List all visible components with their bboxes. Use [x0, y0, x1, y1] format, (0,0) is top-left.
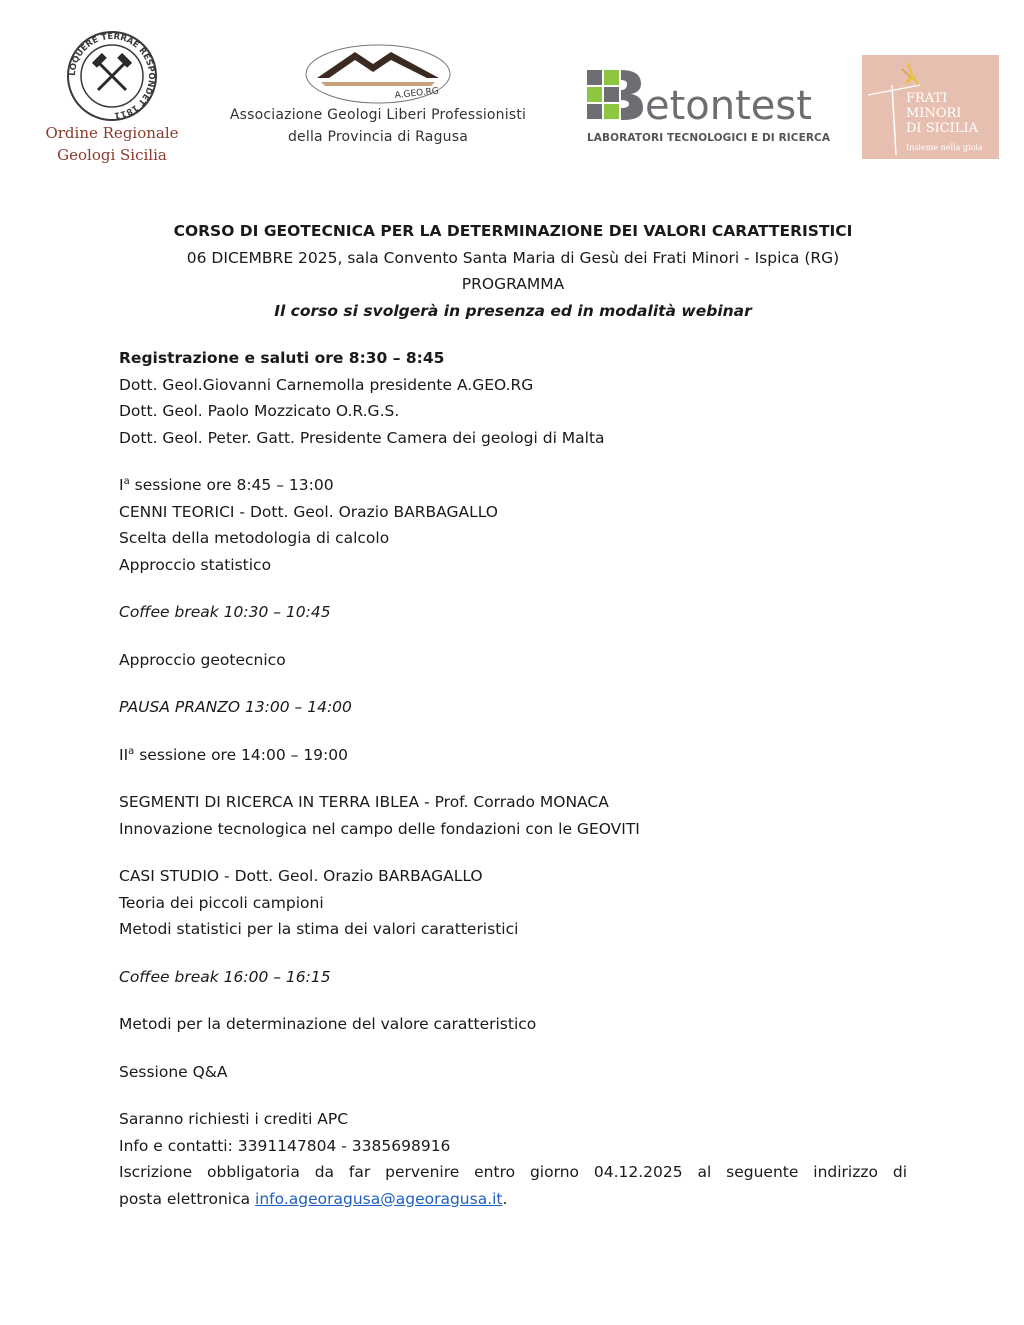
- org-name-line1: Ordine Regionale: [45, 124, 179, 142]
- betontest-subtitle: LABORATORI TECNOLOGICI E DI RICERCA: [587, 132, 831, 144]
- registration-note-line2: posta elettronica info.ageoragusa@ageoragusa.it.: [119, 1189, 508, 1208]
- seal-icon: [66, 30, 158, 122]
- ageo-mark-text: A.GEO.RG: [394, 86, 440, 101]
- programme-content: [119, 218, 907, 1212]
- session2-line: Teoria dei piccoli campioni: [119, 893, 324, 912]
- session2-line: CASI STUDIO - Dott. Geol. Orazio BARBAGALLO: [119, 867, 483, 885]
- betontest-wordmark: [585, 68, 825, 130]
- ageo-mark-icon: [303, 42, 453, 104]
- session2-line: Innovazione tecnologica nel campo delle fondazioni con le GEOVITI: [119, 819, 640, 838]
- frati-tagline: Insieme nella gioia: [906, 143, 983, 152]
- speaker-line: Dott. Geol.Giovanni Carnemolla presidente A.GEO.RG: [119, 375, 534, 394]
- logo-betontest: [585, 68, 831, 148]
- programma-label: PROGRAMMA: [461, 275, 565, 293]
- ageo-name-line1: Associazione Geologi Liberi Professionisti: [229, 107, 527, 123]
- session2-line: SEGMENTI DI RICERCA IN TERRA IBLEA - Prof. Corrado MONACA: [119, 793, 609, 811]
- session1-line: Scelta della metodologia di calcolo: [119, 529, 390, 547]
- session-qa: Sessione Q&A: [119, 1062, 228, 1081]
- approccio-geotecnico: Approccio geotecnico: [119, 650, 286, 669]
- session1-line: Approccio statistico: [119, 555, 272, 574]
- email-link[interactable]: info.ageoragusa@ageoragusa.it: [255, 1189, 503, 1208]
- coffee-break-2: Coffee break 16:00 – 16:15: [119, 967, 331, 986]
- org-name-line2: Geologi Sicilia: [57, 146, 167, 164]
- beton-word-text: etontest: [645, 83, 812, 129]
- logo-ordine-geologi-sicilia: [42, 30, 182, 180]
- course-title: CORSO DI GEOTECNICA PER LA DETERMINAZIONE DEI VALORI CARATTERISTICI: [173, 222, 853, 240]
- registration-note-line1: Iscrizione obbligatoria da far pervenire entro giorno 04.12.2025 al seguente indirizzo di: [119, 1163, 907, 1181]
- frati-name: FRATI MINORI DI SICILIA: [906, 91, 978, 136]
- course-mode: Il corso si svolgerà in presenza ed in modalità webinar: [274, 301, 752, 320]
- coffee-break-1: Coffee break 10:30 – 10:45: [119, 603, 331, 621]
- lunch-break: PAUSA PRANZO 13:00 – 14:00: [119, 698, 352, 716]
- session2-line: Metodi statistici per la stima dei valori caratteristici: [119, 920, 519, 938]
- speaker-line: Dott. Geol. Paolo Mozzicato O.R.G.S.: [119, 402, 400, 420]
- metodi-valore: Metodi per la determinazione del valore caratteristico: [119, 1015, 537, 1033]
- logo-ageo-rg: [228, 42, 528, 162]
- session1-line: CENNI TEORICI - Dott. Geol. Orazio BARBAGALLO: [119, 502, 498, 521]
- date-location: 06 DICEMBRE 2025, sala Convento Santa Maria di Gesù dei Frati Minori - Ispica (RG): [186, 248, 840, 267]
- speaker-line: Dott. Geol. Peter. Gatt. Presidente Camera dei geologi di Malta: [119, 428, 605, 447]
- credits-note: Saranno richiesti i crediti APC: [119, 1110, 349, 1128]
- session2-heading: $II^a$ sessione ore 14:00 – 19:00: [119, 745, 348, 764]
- logo-frati-minori: [862, 55, 999, 159]
- svg-text:LOQUERE TERRAE RESPONDET 1811: LOQUERE TERRAE RESPONDET 1811: [67, 31, 157, 121]
- ageo-name-line2: della Provincia di Ragusa: [287, 129, 469, 145]
- session1-heading: $I^a$ sessione ore 8:45 – 13:00: [119, 475, 334, 494]
- registration-heading: Registrazione e saluti ore 8:30 – 8:45: [119, 349, 445, 367]
- contacts: Info e contatti: 3391147804 - 3385698916: [119, 1136, 451, 1155]
